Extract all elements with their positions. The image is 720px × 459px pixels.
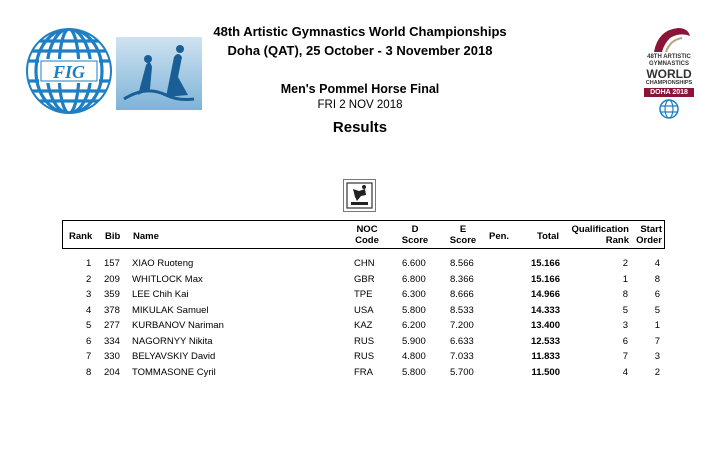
col-noc (349, 224, 385, 246)
wc-logo-line-5: DOHA 2018 (644, 88, 694, 97)
gymnast-emblem-icon (640, 22, 698, 54)
cell-qualification-rank: 1 (622, 273, 628, 285)
col-name: Name (133, 231, 159, 242)
cell-name: KURBANOV Nariman (132, 320, 224, 331)
championship-subtitle: Doha (QAT), 25 October - 3 November 2018 (227, 43, 493, 58)
cell-d-score: 6.600 (402, 258, 426, 269)
cell-noc: KAZ (354, 320, 373, 331)
col-total: Total (537, 231, 559, 242)
table-row (62, 349, 665, 365)
world-championships-doha-logo (640, 22, 698, 112)
cell-noc: FRA (354, 366, 373, 378)
cell-total: 15.166 (530, 273, 560, 285)
table-row (62, 303, 665, 319)
cell-qualification-rank: 5 (622, 304, 628, 316)
cell-name: WHITLOCK Max (132, 273, 203, 285)
cell-total: 11.833 (531, 351, 560, 362)
table-row (62, 334, 665, 350)
cell-rank: 2 (86, 273, 92, 285)
cell-total: 11.500 (531, 366, 560, 378)
wc-logo-line-2: GYMNASTICS (648, 61, 689, 67)
cell-noc: USA (354, 304, 374, 316)
table-row (62, 287, 665, 303)
cell-qualification-rank: 6 (622, 335, 628, 347)
cell-start-order: 6 (654, 289, 660, 300)
cell-e-score: 8.666 (450, 289, 474, 300)
cell-name: XIAO Ruoteng (132, 258, 194, 269)
col-penalty: Pen. (489, 231, 510, 242)
col-d-line2: Score (401, 235, 429, 246)
cell-d-score: 6.200 (402, 320, 426, 331)
cell-d-score: 5.800 (402, 366, 426, 378)
col-d-line1: D (411, 224, 419, 235)
cell-d-score: 6.800 (402, 273, 426, 285)
col-noc-line1: NOC (356, 224, 378, 235)
cell-name: BELYAVSKIY David (132, 351, 216, 362)
pommel-horse-icon (343, 179, 376, 212)
col-noc-line2: Code (355, 235, 379, 246)
cell-qualification-rank: 7 (622, 351, 628, 362)
col-e-line1: E (459, 224, 467, 235)
cell-name: NAGORNYY Nikita (132, 335, 213, 347)
col-bib: Bib (105, 231, 121, 242)
cell-total: 14.333 (530, 304, 560, 316)
col-e-line2: Score (449, 235, 477, 246)
cell-start-order: 1 (654, 320, 660, 331)
cell-name: MIKULAK Samuel (132, 304, 209, 316)
cell-qualification-rank: 8 (622, 289, 628, 300)
cell-bib: 330 (104, 351, 120, 362)
cell-d-score: 4.800 (402, 351, 426, 362)
cell-bib: 378 (104, 304, 120, 316)
table-row (62, 318, 665, 334)
cell-e-score: 6.633 (450, 335, 474, 347)
table-row (62, 256, 665, 272)
fig-logo-text: FIG (52, 62, 86, 82)
fig-logo (25, 27, 113, 115)
cell-bib: 359 (104, 289, 120, 300)
wc-logo-line-4: CHAMPIONSHIPS (645, 80, 693, 86)
cell-d-score: 5.900 (402, 335, 426, 347)
cell-bib: 204 (104, 366, 120, 378)
cell-total: 14.966 (530, 289, 560, 300)
cell-total: 12.533 (530, 335, 560, 347)
col-start-order (631, 224, 662, 246)
results-heading: Results (332, 119, 388, 136)
cell-e-score: 7.033 (450, 351, 474, 362)
cell-total: 13.400 (530, 320, 560, 331)
cell-name: TOMMASONE Cyril (132, 366, 216, 378)
col-e-score (445, 224, 481, 246)
cell-rank: 7 (86, 351, 92, 362)
col-d-score (397, 224, 433, 246)
cell-rank: 5 (86, 320, 92, 331)
col-qual-line1: Qualification (571, 224, 629, 235)
col-rank: Rank (69, 231, 93, 242)
cell-noc: GBR (354, 273, 375, 285)
cell-rank: 3 (86, 289, 92, 300)
fig-small-logo (640, 99, 698, 119)
col-qualification-rank (563, 224, 629, 246)
cell-e-score: 8.533 (450, 304, 474, 316)
table-row (62, 272, 665, 288)
cell-e-score: 8.566 (450, 258, 474, 269)
cell-e-score: 7.200 (450, 320, 474, 331)
wc-logo-line-1: 48TH ARTISTIC (647, 54, 691, 60)
cell-qualification-rank: 3 (622, 320, 628, 331)
championship-title: 48th Artistic Gymnastics World Championships (213, 24, 507, 39)
col-qual-line2: Rank (605, 235, 629, 246)
col-start-line1: Start (640, 224, 662, 235)
cell-rank: 8 (86, 366, 92, 378)
cell-rank: 6 (86, 335, 92, 347)
cell-d-score: 5.800 (402, 304, 426, 316)
event-date: FRI 2 NOV 2018 (317, 99, 403, 111)
cell-bib: 209 (104, 273, 120, 285)
cell-noc: RUS (354, 335, 375, 347)
cell-noc: TPE (354, 289, 373, 300)
cell-rank: 4 (86, 304, 92, 316)
cell-noc: RUS (354, 351, 375, 362)
cell-bib: 157 (104, 258, 120, 269)
event-title: Men's Pommel Horse Final (280, 82, 440, 96)
cell-start-order: 7 (654, 335, 660, 347)
cell-start-order: 3 (654, 351, 660, 362)
col-start-line2: Order (636, 235, 662, 246)
cell-rank: 1 (86, 258, 92, 269)
cell-d-score: 6.300 (402, 289, 426, 300)
cell-start-order: 8 (654, 273, 660, 285)
cell-qualification-rank: 2 (622, 258, 628, 269)
cell-e-score: 8.366 (450, 273, 474, 285)
cell-e-score: 5.700 (450, 366, 474, 378)
cell-start-order: 5 (654, 304, 660, 316)
cell-bib: 277 (104, 320, 120, 331)
cell-name: LEE Chih Kai (132, 289, 189, 300)
cell-start-order: 2 (654, 366, 660, 378)
cell-bib: 334 (104, 335, 120, 347)
table-row (62, 365, 665, 381)
cell-start-order: 4 (654, 258, 660, 269)
cell-total: 15.166 (530, 258, 560, 269)
cell-qualification-rank: 4 (622, 366, 628, 378)
cell-noc: CHN (354, 258, 375, 269)
wc-logo-line-3: WORLD (646, 67, 692, 81)
results-table-header (62, 220, 665, 249)
